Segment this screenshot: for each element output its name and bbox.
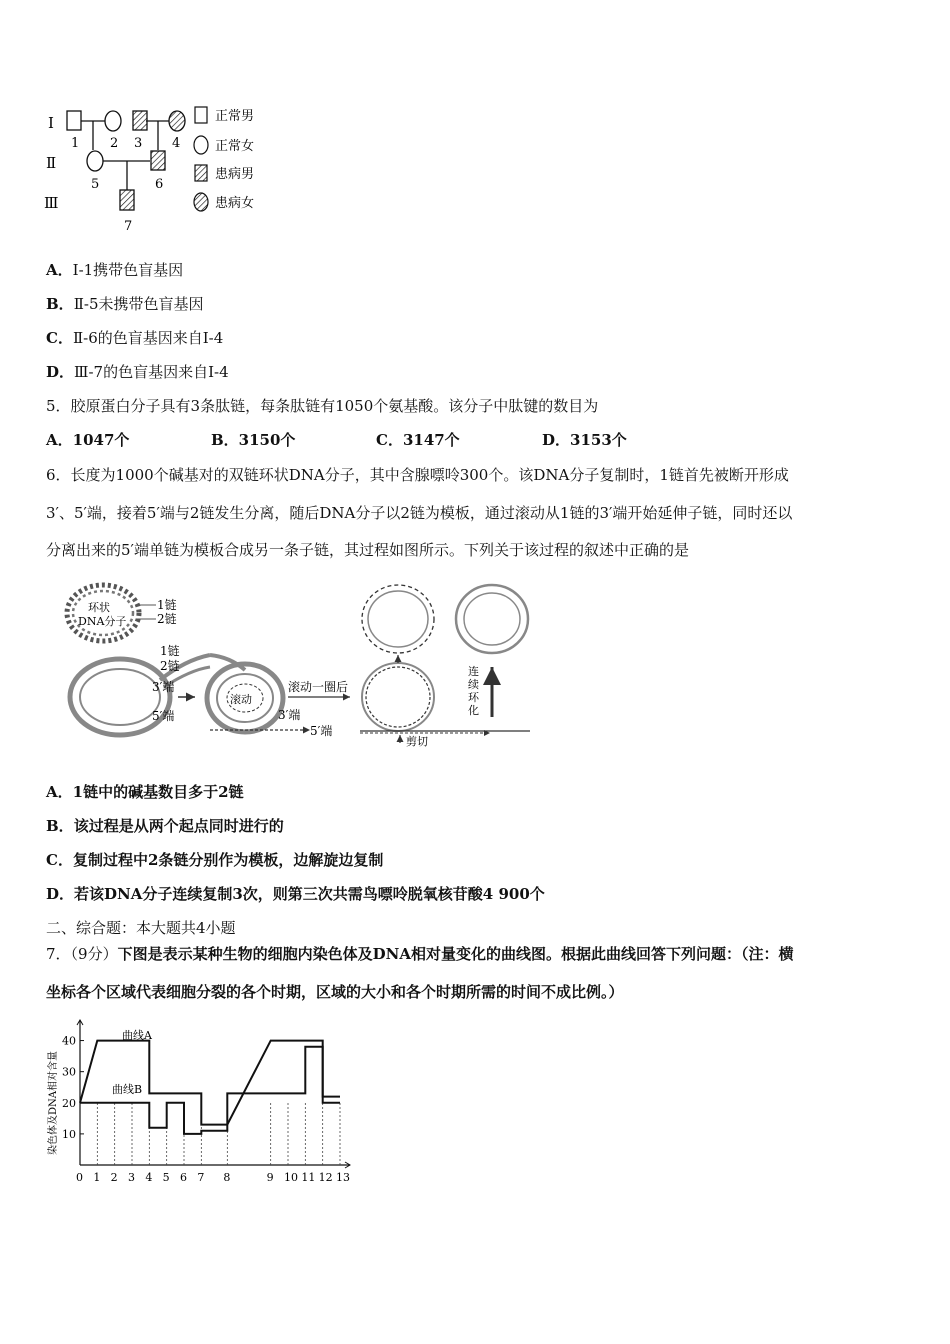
- ind-label-4: 4: [172, 136, 181, 151]
- continue-label-1: 连: [468, 665, 479, 678]
- q6-option-b: B．该过程是从两个起点同时进行的: [46, 817, 284, 835]
- q6-stem-line-3: 分离出来的5′端单链为模板合成另一条子链，其过程如图所示。下列关于该过程的叙述中正确的是: [46, 541, 689, 559]
- q6-stem-line-1: 6．长度为1000个碱基对的双链环状DNA分子，其中含腺嘌呤300个。该DNA分子复制时，1链首先被断开形成: [46, 466, 789, 484]
- section-2-heading: 二、综合题：本大题共4小题: [46, 919, 236, 937]
- x-tick-label: 8: [223, 1171, 231, 1184]
- q5-option-d: D．3153个: [542, 431, 627, 449]
- legend-affected-female: 患病女: [215, 196, 255, 211]
- q4-option-a: A．Ⅰ-1携带色盲基因: [46, 261, 184, 279]
- pedigree-chart: [40, 100, 280, 240]
- chain2-label: 2链: [160, 659, 180, 673]
- ind-label-1: 1: [71, 136, 80, 151]
- q5-stem: 5．胶原蛋白分子具有3条肽链，每条肽链有1050个氨基酸。该分子中肽键的数目为: [46, 397, 599, 415]
- pedigree-individual-5: [87, 151, 103, 171]
- x-tick-label: 11: [301, 1171, 316, 1184]
- q6-option-a: A．1链中的碱基数目多于2链: [46, 783, 244, 801]
- x-tick-label: 9: [266, 1171, 274, 1184]
- legend-normal-male: 正常男: [215, 109, 255, 124]
- x-tick-label: 1: [93, 1171, 101, 1184]
- circ-label-2: DNA分子: [78, 615, 127, 628]
- legend-affected-female-icon: [194, 193, 208, 211]
- x-tick-label: 2: [110, 1171, 118, 1184]
- pedigree-individual-1: [67, 111, 81, 130]
- ind-label-7: 7: [124, 219, 133, 234]
- chain1-label-top: 1链: [157, 598, 177, 612]
- pedigree-individual-7: [120, 190, 134, 210]
- after-roll-label: 滚动一圈后: [288, 680, 349, 694]
- q7-stem-line-1: 7．（9分）下图是表示某种生物的细胞内染色体及DNA相对量变化的曲线图。根据此曲线回答下列问题：（注：横: [46, 945, 794, 963]
- pedigree-individual-4: [169, 111, 185, 131]
- pedigree-individual-3: [133, 111, 147, 130]
- x-tick-label: 5: [162, 1171, 170, 1184]
- chain1-label: 1链: [160, 644, 180, 658]
- q7-stem-line-2: 坐标各个区域代表细胞分裂的各个时期，区域的大小和各个时期所需的时间不成比例。）: [46, 983, 624, 1001]
- y-tick-label: 30: [62, 1065, 76, 1079]
- ind-label-5: 5: [91, 177, 100, 192]
- x-tick-label: 3: [128, 1171, 135, 1184]
- legend-normal-female-icon: [194, 136, 208, 154]
- rolling-circle-figure: [60, 575, 540, 750]
- q6-option-c: C．复制过程中2条链分别作为模板，边解旋边复制: [46, 851, 384, 869]
- q5-option-b: B．3150个: [211, 431, 296, 449]
- q5-option-c: C．3147个: [376, 431, 460, 449]
- cut-label: 剪切: [406, 735, 428, 748]
- legend-affected-male: 患病男: [215, 167, 255, 182]
- x-tick-label: 7: [197, 1171, 205, 1184]
- legend-affected-male-icon: [195, 165, 207, 181]
- q6-stem-line-2: 3′、5′端，接着5′端与2链发生分离，随后DNA分子以2链为模板，通过滚动从1链的3′端开始延伸子链，同时还以: [46, 504, 793, 522]
- q6-option-d: D．若该DNA分子连续复制3次，则第三次共需鸟嘌呤脱氧核苷酸4 900个: [46, 885, 545, 903]
- pedigree-individual-6: [151, 151, 165, 170]
- legend-normal-female: 正常女: [215, 139, 255, 154]
- chromosome-dna-chart: [40, 1015, 360, 1195]
- x-tick-label: 0: [76, 1171, 83, 1184]
- y-tick-label: 40: [62, 1034, 76, 1048]
- x-tick-label: 6: [180, 1171, 187, 1184]
- curve-a-label: 曲线A: [122, 1029, 152, 1042]
- end3-label-2: 3′端: [278, 708, 301, 722]
- continue-label-3: 环: [468, 691, 479, 704]
- end3-label-1: 3′端: [152, 680, 175, 694]
- ind-label-3: 3: [134, 136, 143, 151]
- gen-label-1: Ⅰ: [48, 114, 54, 132]
- q4-option-b: B．Ⅱ-5未携带色盲基因: [46, 295, 204, 313]
- gen-label-2: Ⅱ: [46, 154, 57, 172]
- continue-label-2: 续: [468, 678, 479, 691]
- gen-label-3: Ⅲ: [44, 194, 59, 212]
- ind-label-2: 2: [110, 136, 119, 151]
- q4-option-c: C．Ⅱ-6的色盲基因来自Ⅰ-4: [46, 329, 224, 347]
- q5-option-a: A．1047个: [46, 431, 130, 449]
- curve-b-label: 曲线B: [112, 1083, 143, 1096]
- circ-label-1: 环状: [88, 601, 110, 614]
- x-tick-label: 4: [145, 1171, 153, 1184]
- y-tick-label: 10: [62, 1127, 76, 1141]
- end5-label-2: 5′端: [310, 724, 333, 738]
- rolling-label: 滚动: [230, 693, 252, 706]
- x-tick-label: 12: [318, 1171, 333, 1184]
- chain2-label-top: 2链: [157, 612, 177, 626]
- pedigree-individual-2: [105, 111, 121, 131]
- x-tick-label: 10: [284, 1171, 298, 1184]
- y-tick-label: 20: [62, 1096, 76, 1110]
- end5-label-1: 5′端: [152, 709, 175, 723]
- continue-label-4: 化: [468, 704, 479, 717]
- q4-option-d: D．Ⅲ-7的色盲基因来自Ⅰ-4: [46, 363, 229, 381]
- chart-ylabel: 染色体及DNA相对含量: [48, 1051, 59, 1155]
- legend-normal-male-icon: [195, 107, 207, 123]
- x-tick-label: 13: [336, 1171, 350, 1184]
- ind-label-6: 6: [155, 177, 164, 192]
